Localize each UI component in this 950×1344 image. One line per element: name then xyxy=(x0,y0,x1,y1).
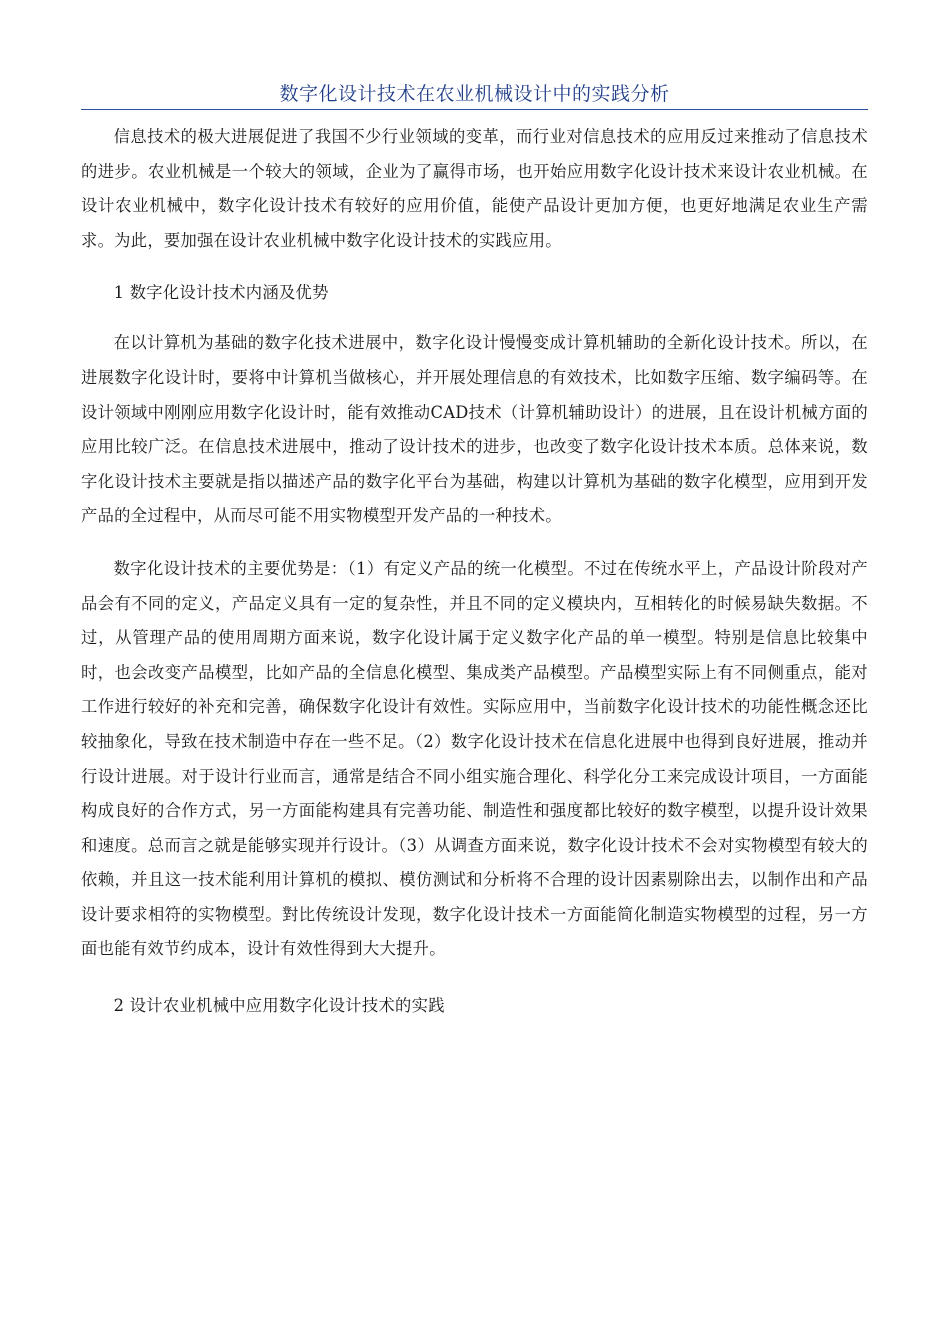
title-underline xyxy=(81,109,868,110)
document-page xyxy=(81,80,868,1023)
section1-paragraph-1: 在以计算机为基础的数字化技术进展中，数字化设计慢慢变成计算机辅助的全新化设计技术。所以，在进展数字化设计时，要将中计算机当做核心，并开展处理信息的有效技术，比如数字压缩、数字编码等。在设计领域中刚刚应用数字化设计时，能有效推动CAD技术（计算机辅助设计）的进展，且在设计机械方面的应用比较广泛。在信息技术进展中，推动了设计技术的进步，也改变了数字化设计技术本质。总体来说，数字化设计技术主要就是指以描述产品的数字化平台为基础，构建以计算机为基础的数字化模型，应用到开发产品的全过程中，从而尽可能不用实物模型开发产品的一种技术。 xyxy=(81,333,868,526)
document-title: 数字化设计技术在农业机械设计中的实践分析 xyxy=(279,83,670,105)
section-heading-2: 2 设计农业机械中应用数字化设计技术的实践 xyxy=(113,996,445,1016)
section1-paragraph-2: 数字化设计技术的主要优势是：（1）有定义产品的统一化模型。不过在传统水平上，产品设计阶段对产品会有不同的定义，产品定义具有一定的复杂性，并且不同的定义模块内，互相转化的时候易缺失数据。不过，从管理产品的使用周期方面来说，数字化设计属于定义数字化产品的单一模型。特别是信息比较集中时，也会改变产品模型，比如产品的全信息化模型、集成类产品模型。产品模型实际上有不同侧重点，能对工作进行较好的补充和完善，确保数字化设计有效性。实际应用中，当前数字化设计技术的功能性概念还比较抽象化，导致在技术制造中存在一些不足。（2）数字化设计技术在信息化进展中也得到良好进展，推动并行设计进展。对于设计行业而言，通常是结合不同小组实施合理化、科学化分工来完成设计项目，一方面能构成良好的合作方式，另一方面能构建具有完善功能、制造性和强度都比较好的数字模型，以提升设计效果和速度。总而言之就是能够实现并行设计。（3）从调查方面来说，数字化设计技术不会对实物模型有较大的依赖，并且这一技术能利用计算机的模拟、模仿测试和分析将不合理的设计因素剔除出去，以制作出和产品设计要求相符的实物模型。對比传统设计发现，数字化设计技术一方面能简化制造实物模型的过程，另一方面也能有效节约成本，设计有效性得到大大提升。 xyxy=(81,558,868,959)
intro-paragraph: 信息技术的极大进展促进了我国不少行业领域的变革，而行业对信息技术的应用反过来推动了信息技术的进步。农业机械是一个较大的领域，企业为了赢得市场，也开始应用数字化设计技术来设计农业机械。在设计农业机械中，数字化设计技术有较好的应用价值，能使产品设计更加方便，也更好地满足农业生产需求。为此，要加强在设计农业机械中数字化设计技术的实践应用。 xyxy=(81,127,868,250)
section-heading-1: 1 数字化设计技术内涵及优势 xyxy=(113,283,329,303)
